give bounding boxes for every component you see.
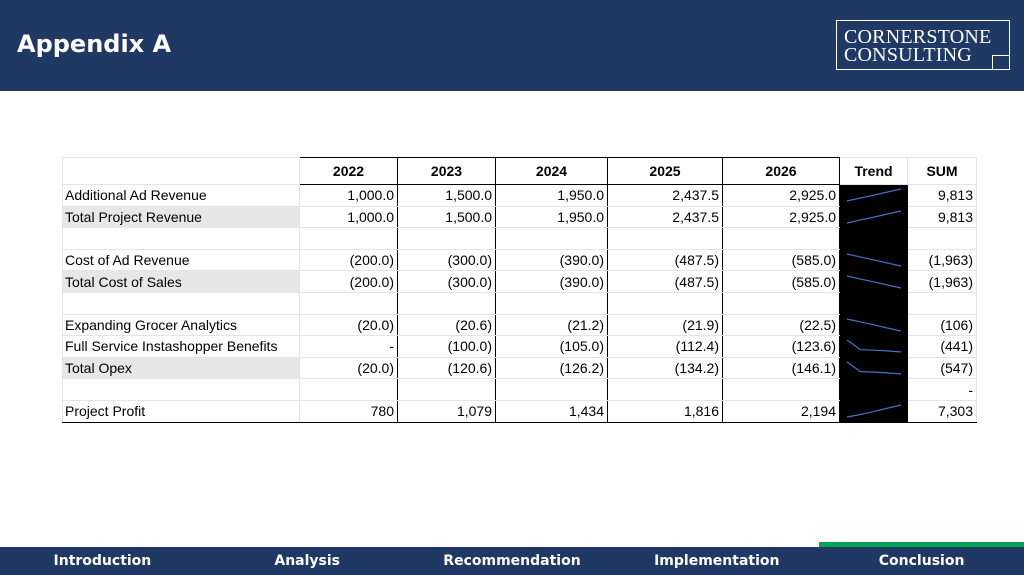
trend-sparkline-cell [840, 292, 908, 314]
value-cell: 780 [300, 400, 398, 422]
header-cell-empty [63, 158, 300, 185]
table-header-row [63, 158, 977, 185]
value-cell: 1,079 [398, 400, 496, 422]
header-cell-sum: SUM [908, 158, 977, 185]
value-cell: 2,437.5 [608, 185, 723, 207]
value-cell [398, 228, 496, 250]
value-cell [723, 379, 840, 401]
row-label: Total Project Revenue [63, 206, 300, 228]
row-label: Cost of Ad Revenue [63, 249, 300, 271]
trend-sparkline-cell [840, 185, 908, 207]
row-label [63, 379, 300, 401]
value-cell: (22.5) [723, 314, 840, 336]
value-cell: (300.0) [398, 271, 496, 293]
trend-sparkline [844, 251, 904, 269]
value-cell: 2,925.0 [723, 206, 840, 228]
row-label: Total Cost of Sales [63, 271, 300, 293]
value-cell: (20.0) [300, 314, 398, 336]
value-cell: 1,950.0 [496, 206, 608, 228]
value-cell [496, 292, 608, 314]
table-row [63, 292, 977, 314]
row-label: Project Profit [63, 400, 300, 422]
value-cell: (105.0) [496, 336, 608, 358]
sum-cell: (547) [908, 357, 977, 379]
header-cell-year: 2023 [398, 158, 496, 185]
trend-sparkline [844, 337, 904, 355]
value-cell: (390.0) [496, 271, 608, 293]
sum-cell: 9,813 [908, 206, 977, 228]
value-cell: 2,194 [723, 400, 840, 422]
trend-line [847, 254, 901, 266]
table-body [63, 185, 977, 423]
header-cell-year: 2024 [496, 158, 608, 185]
table-row [63, 336, 977, 358]
value-cell: 2,437.5 [608, 206, 723, 228]
sum-cell: - [908, 379, 977, 401]
table-row [63, 271, 977, 293]
sum-cell: (1,963) [908, 249, 977, 271]
page-title: Appendix A [17, 30, 172, 58]
trend-line [847, 340, 901, 352]
trend-line [847, 189, 901, 201]
value-cell [608, 379, 723, 401]
nav-item-conclusion[interactable]: Conclusion [878, 553, 965, 569]
trend-line [847, 276, 901, 288]
trend-line [847, 405, 901, 417]
value-cell [608, 228, 723, 250]
value-cell: (200.0) [300, 271, 398, 293]
value-cell: (100.0) [398, 336, 496, 358]
bottom-nav [0, 547, 1024, 575]
table-row [63, 314, 977, 336]
value-cell: 2,925.0 [723, 185, 840, 207]
nav-item-recommendation[interactable]: Recommendation [443, 553, 581, 569]
value-cell: (585.0) [723, 249, 840, 271]
trend-sparkline-cell [840, 379, 908, 401]
value-cell: 1,434 [496, 400, 608, 422]
trend-sparkline-cell [840, 249, 908, 271]
logo-line-1: CORNERSTONE [844, 26, 992, 48]
value-cell: (21.9) [608, 314, 723, 336]
trend-line [847, 319, 901, 331]
header-cell-year: 2026 [723, 158, 840, 185]
sum-cell: (106) [908, 314, 977, 336]
value-cell [496, 228, 608, 250]
trend-sparkline [844, 316, 904, 334]
table-row [63, 379, 977, 401]
sum-cell [908, 228, 977, 250]
trend-sparkline-cell [840, 271, 908, 293]
row-label [63, 292, 300, 314]
value-cell: 1,816 [608, 400, 723, 422]
sum-cell: 7,303 [908, 400, 977, 422]
logo-line-2: CONSULTING [844, 44, 972, 66]
trend-sparkline-cell [840, 206, 908, 228]
value-cell: 1,000.0 [300, 185, 398, 207]
value-cell: (126.2) [496, 357, 608, 379]
row-label [63, 228, 300, 250]
sum-cell: 9,813 [908, 185, 977, 207]
sum-cell: (1,963) [908, 271, 977, 293]
value-cell: 1,950.0 [496, 185, 608, 207]
table-row [63, 400, 977, 422]
trend-sparkline [844, 186, 904, 204]
trend-sparkline-cell [840, 314, 908, 336]
value-cell: (585.0) [723, 271, 840, 293]
table-row [63, 185, 977, 207]
value-cell [300, 228, 398, 250]
value-cell: - [300, 336, 398, 358]
row-label: Additional Ad Revenue [63, 185, 300, 207]
trend-sparkline [844, 273, 904, 291]
header-cell-year: 2022 [300, 158, 398, 185]
financial-table-container [62, 157, 976, 423]
header-cell-trend: Trend [840, 158, 908, 185]
row-label: Total Opex [63, 357, 300, 379]
value-cell: (123.6) [723, 336, 840, 358]
value-cell [300, 379, 398, 401]
row-label: Expanding Grocer Analytics [63, 314, 300, 336]
sum-cell: (441) [908, 336, 977, 358]
value-cell [398, 379, 496, 401]
value-cell: (487.5) [608, 249, 723, 271]
value-cell: (200.0) [300, 249, 398, 271]
value-cell: (21.2) [496, 314, 608, 336]
value-cell: (120.6) [398, 357, 496, 379]
company-logo [836, 20, 1010, 70]
value-cell: (146.1) [723, 357, 840, 379]
table-row [63, 249, 977, 271]
value-cell: (487.5) [608, 271, 723, 293]
header-bar [0, 0, 1024, 91]
value-cell: 1,000.0 [300, 206, 398, 228]
value-cell [608, 292, 723, 314]
value-cell [723, 292, 840, 314]
value-cell [496, 379, 608, 401]
value-cell: (20.6) [398, 314, 496, 336]
nav-item-introduction[interactable]: Introduction [53, 553, 152, 569]
financial-table [62, 157, 977, 423]
trend-line [847, 211, 901, 223]
table-row [63, 228, 977, 250]
value-cell: (112.4) [608, 336, 723, 358]
nav-item-implementation[interactable]: Implementation [654, 553, 780, 569]
value-cell: 1,500.0 [398, 185, 496, 207]
value-cell [398, 292, 496, 314]
table-row [63, 206, 977, 228]
row-label: Full Service Instashopper Benefits [63, 336, 300, 358]
value-cell: (300.0) [398, 249, 496, 271]
table-row [63, 357, 977, 379]
value-cell: (390.0) [496, 249, 608, 271]
value-cell: (134.2) [608, 357, 723, 379]
trend-sparkline [844, 359, 904, 377]
value-cell [300, 292, 398, 314]
trend-sparkline [844, 208, 904, 226]
header-cell-year: 2025 [608, 158, 723, 185]
value-cell: 1,500.0 [398, 206, 496, 228]
value-cell: (20.0) [300, 357, 398, 379]
sum-cell [908, 292, 977, 314]
value-cell [723, 228, 840, 250]
trend-sparkline-cell [840, 336, 908, 358]
logo-square-icon [992, 55, 1010, 70]
nav-item-analysis[interactable]: Analysis [274, 553, 341, 569]
trend-line [847, 362, 901, 374]
trend-sparkline-cell [840, 400, 908, 422]
trend-sparkline [844, 402, 904, 420]
trend-sparkline-cell [840, 228, 908, 250]
trend-sparkline-cell [840, 357, 908, 379]
